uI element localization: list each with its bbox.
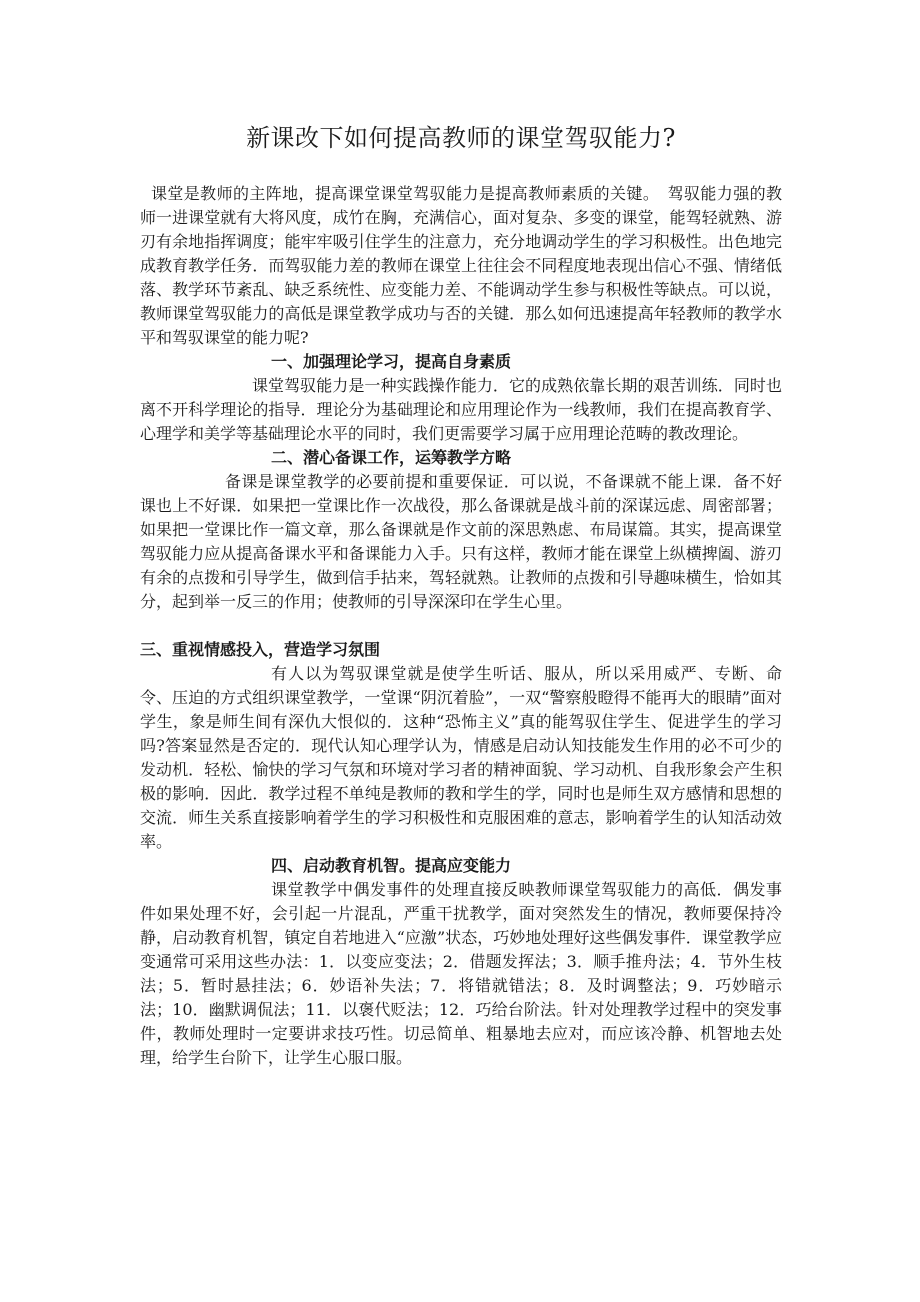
section-4-heading: 四、启动教育机智。提高应变能力 (271, 856, 512, 875)
section-1 (140, 350, 782, 446)
intro-paragraph: 课堂是教师的主阵地，提高课堂课堂驾驭能力是提高教师素质的关键。 驾驭能力强的教师一进课堂就有大将风度，成竹在胸，充满信心，面对复杂、多变的课堂，能驾轻就熟、游刃有余地指挥调度；能牢牢吸引住学生的注意力，充分地调动学生的学习积极性。出色地完成教育教学任务．而驾驭能力差的教师在课堂上往往会不同程度地表现出信心不强、情绪低落、教学环节紊乱、缺乏系统性、应变能力差、不能调动学生参与积极性等缺点。可以说，教师课堂驾驭能力的高低是课堂教学成功与否的关键．那么如何迅速提高年轻教师的教学水平和驾驭课堂的能力呢? (140, 184, 782, 347)
document-page (140, 118, 782, 1070)
section-3-body: 有人以为驾驭课堂就是使学生听话、服从，所以采用威严、专断、命令、压迫的方式组织课堂教学，一堂课“阴沉着脸”，一双“警察般瞪得不能再大的眼睛”面对学生，象是师生间有深仇大恨似的．这种“恐怖主义”真的能驾驭住学生、促进学生的学习吗?答案显然是否定的．现代认知心理学认为，情感是启动认知技能发生作用的必不可少的发动机．轻松、愉快的学习气氛和环境对学习者的精神面貌、学习动机、自我形象会产生积极的影响．因此．教学过程不单纯是教师的教和学生的学，同时也是师生双方感情和思想的交流．师生关系直接影响着学生的学习积极性和克服困难的意志，影响着学生的认知活动效率。 (140, 664, 782, 851)
section-2-body: 备课是课堂教学的必要前提和重要保证．可以说，不备课就不能上课．备不好课也上不好课．如果把一堂课比作一次战役，那么备课就是战斗前的深谋远虑、周密部署；如果把一堂课比作一篇文章，那么备课就是作文前的深思熟虑、布局谋篇。其实，提高课堂驾驭能力应从提高备课水平和备课能力入手。只有这样，教师才能在课堂上纵横捭阖、游刃有余的点拨和引导学生，做到信手拈来，驾轻就熟。让教师的点拨和引导趣味横生，恰如其分，起到举一反三的作用；使教师的引导深深印在学生心里。 (140, 472, 782, 611)
section-1-heading: 一、加强理论学习，提高自身素质 (271, 352, 512, 371)
section-1-body: 课堂驾驭能力是一种实践操作能力．它的成熟依靠长期的艰苦训练．同时也离不开科学理论的指导．理论分为基础理论和应用理论作为一线教师，我们在提高教育学、心理学和美学等基础理论水平的同时，我们更需要学习属于应用理论范畴的教改理论。 (140, 376, 782, 443)
paragraph-gap (140, 614, 782, 638)
section-3 (140, 638, 782, 854)
section-4 (140, 854, 782, 1070)
section-2-heading: 二、潜心备课工作，运筹教学方略 (271, 448, 512, 467)
section-2 (140, 446, 782, 614)
document-title: 新课改下如何提高教师的课堂驾驭能力? (246, 124, 676, 152)
section-3-heading: 三、重视情感投入，营造学习氛围 (140, 640, 381, 659)
section-4-body: 课堂教学中偶发事件的处理直接反映教师课堂驾驭能力的高低．偶发事件如果处理不好，会引起一片混乱，严重干扰教学，面对突然发生的情况，教师要保持冷静，启动教育机智，镇定自若地进入“应激”状态，巧妙地处理好这些偶发事件．课堂教学应变通常可采用这些办法：1．以变应变法；2．借题发挥法；3．顺手推舟法；4．节外生枝法；5．暂时悬挂法；6．妙语补失法；7．将错就错法；8．及时调整法；9．巧妙暗示法；10．幽默调侃法；11．以褒代贬法；12．巧给台阶法。针对处理教学过程中的突发事件，教师处理时一定要讲求技巧性。切忌简单、粗暴地去应对，而应该冷静、机智地去处理，给学生台阶下，让学生心服口服。 (140, 880, 782, 1067)
